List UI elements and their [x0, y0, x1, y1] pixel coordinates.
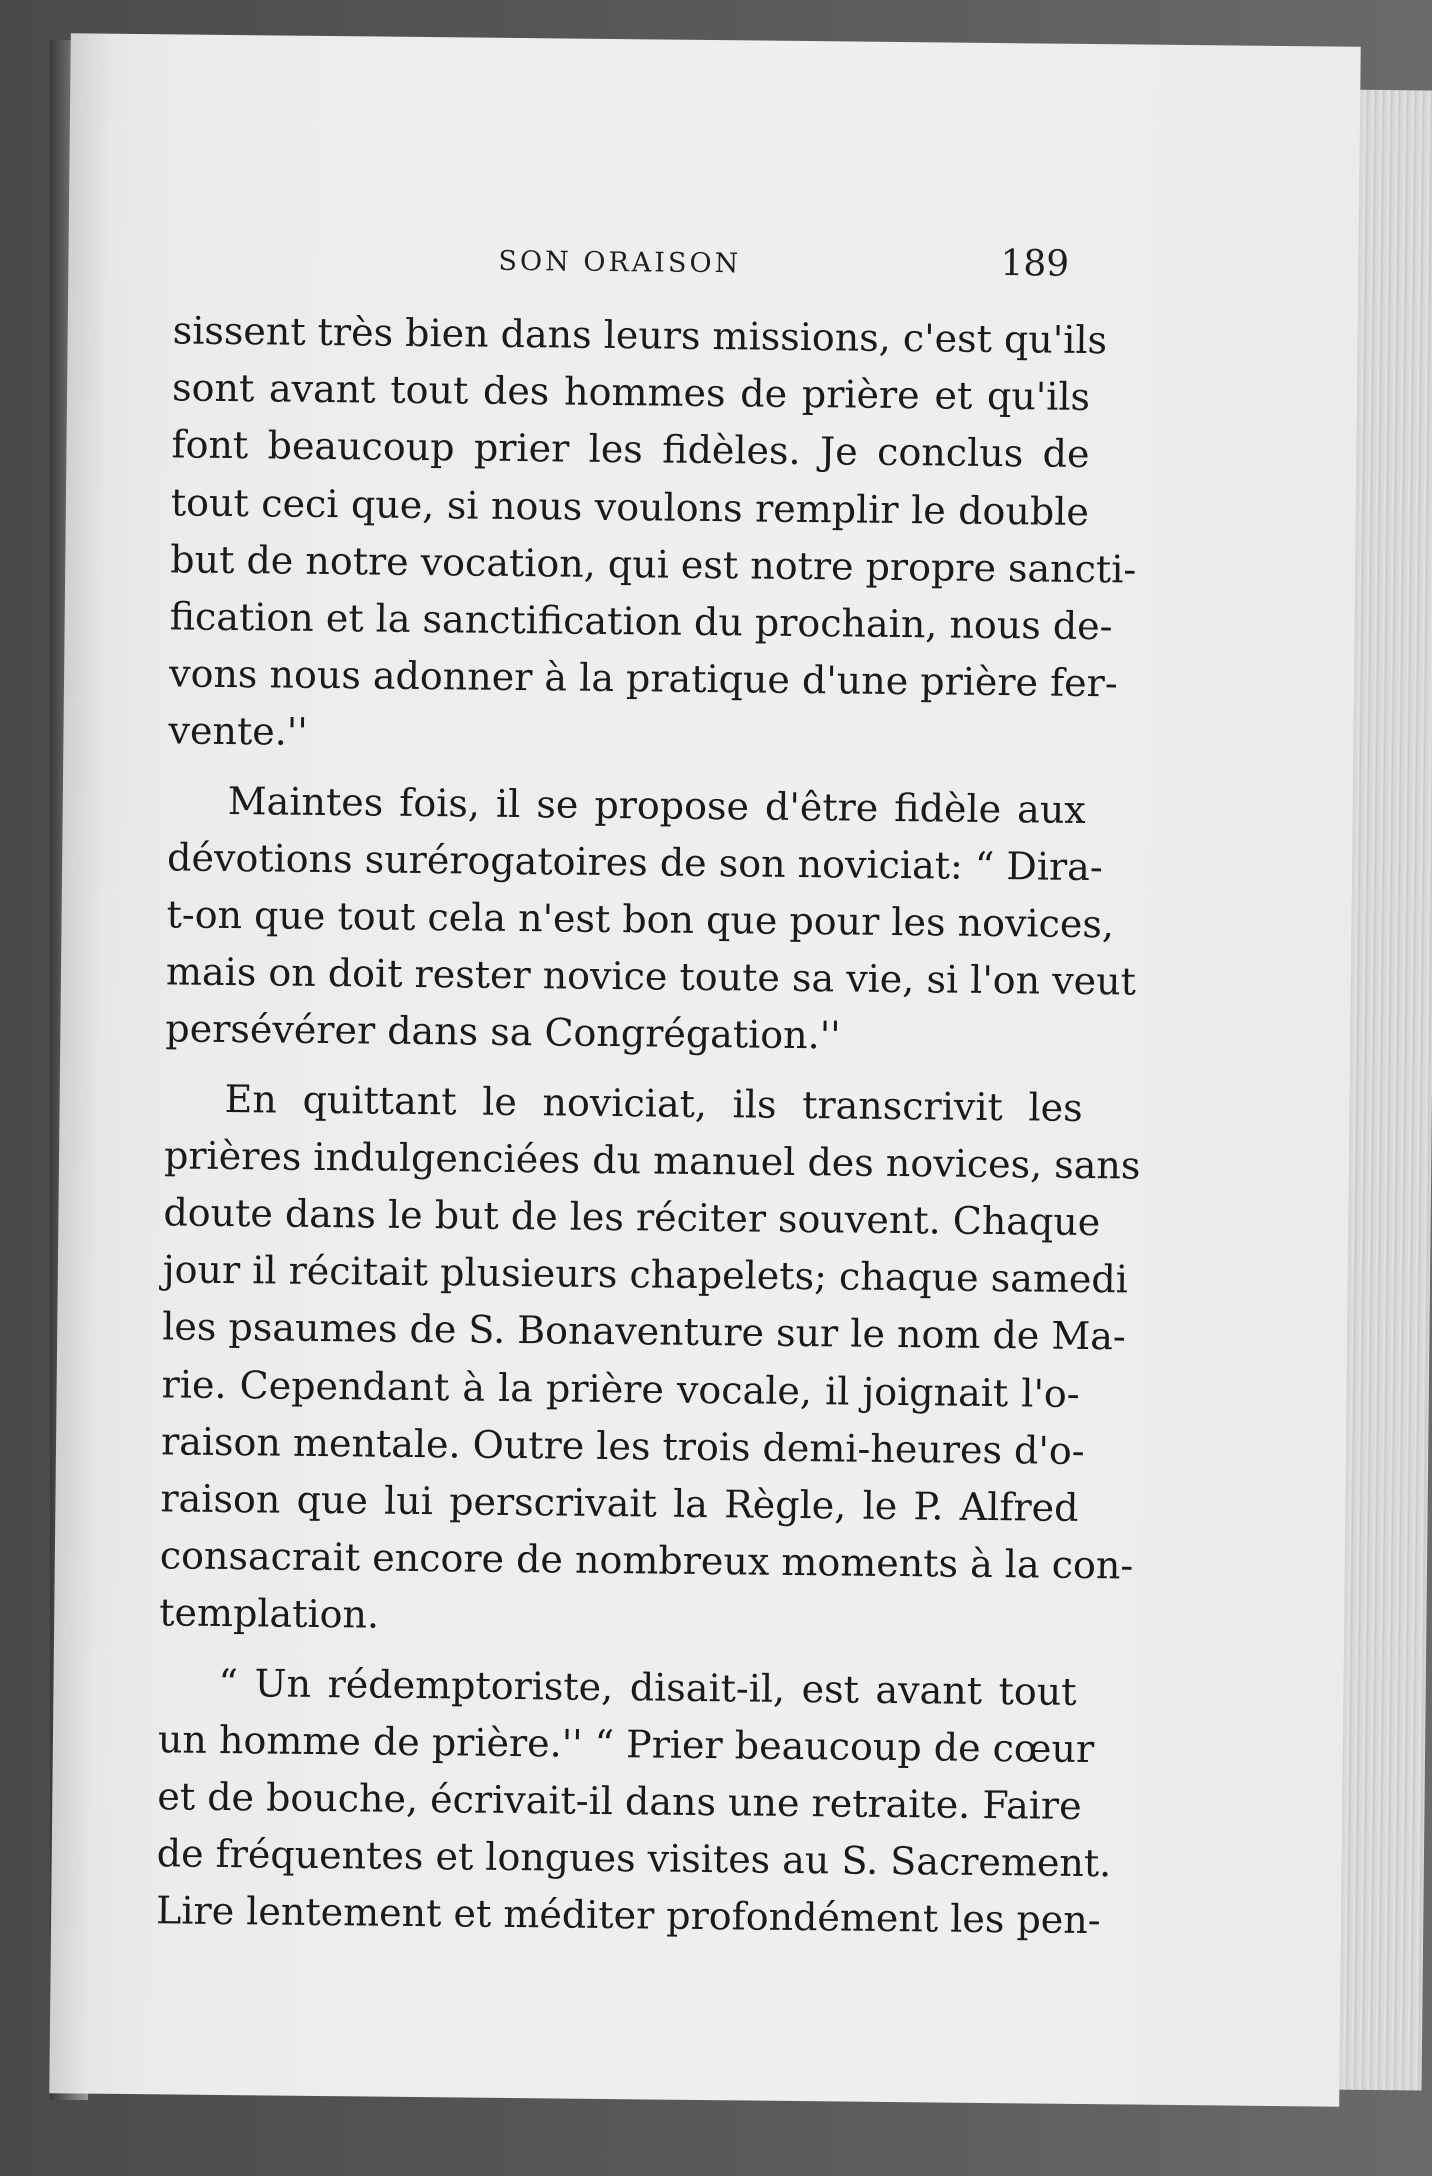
- text-line: mais on doit rester novice toute sa vie, si l'on veut: [165, 949, 1137, 1004]
- text-line: Maintes fois, il se propose d'être fidèle aux: [227, 778, 1086, 832]
- text-line: raison que lui perscrivait la Règle, le P. Alfred: [160, 1476, 1079, 1530]
- text-line: de fréquentes et longues visites au S. Sacrement.: [156, 1831, 1112, 1886]
- text-line: sont avant tout des hommes de prière et qu'ils: [171, 365, 1091, 420]
- text-line: tout ceci que, si nous voulons remplir le double: [170, 479, 1090, 534]
- text-line: et de bouche, écrivait-il dans une retraite. Faire: [157, 1774, 1082, 1829]
- text-line: En quittant le noviciat, ils transcrivit les: [224, 1076, 1083, 1130]
- text-line: un homme de prière.'' “ Prier beaucoup de cœur: [157, 1717, 1095, 1771]
- text-line: raison mentale. Outre les trois demi-heures d'o-: [160, 1419, 1085, 1473]
- body-text: [155, 302, 1141, 1961]
- text-line: prières indulgenciées du manuel des novices, sans: [163, 1133, 1141, 1188]
- book-page: [49, 33, 1361, 2106]
- text-line: rie. Cependant à la prière vocale, il joignait l'o-: [161, 1361, 1080, 1416]
- text-line: templation.: [159, 1590, 380, 1638]
- text-line: but de notre vocation, qui est notre propre sancti-: [170, 537, 1137, 592]
- text-line: jour il récitait plusieurs chapelets; chaque samedi: [162, 1247, 1129, 1302]
- paragraph-3: [159, 1070, 1141, 1652]
- text-line: sissent très bien dans leurs missions, c'est qu'ils: [172, 308, 1108, 363]
- text-line: consacrait encore de nombreux moments à la con-: [159, 1533, 1134, 1588]
- paragraph-1: [168, 302, 1137, 769]
- paragraph-4: [155, 1654, 1112, 1950]
- text-line: persévérer dans sa Congrégation.'': [165, 1006, 841, 1058]
- running-head: [68, 241, 1358, 295]
- text-line: font beaucoup prier les fidèles. Je conclus de: [171, 422, 1090, 477]
- text-line: dévotions surérogatoires de son noviciat: “ Dira-: [166, 835, 1103, 889]
- text-line: vente.'': [168, 708, 308, 755]
- text-line: “ Un rédemptoriste, disait-il, est avant tout: [218, 1660, 1077, 1714]
- page-number: 189: [1000, 243, 1070, 285]
- section-title: SON ORAISON: [498, 245, 742, 280]
- text-line: doute dans le but de les réciter souvent. Chaque: [163, 1190, 1101, 1245]
- text-line: fication et la sanctification du prochain, nous de-: [169, 594, 1113, 649]
- text-line: les psaumes de S. Bonaventure sur le nom de Ma-: [162, 1304, 1127, 1359]
- text-line: vons nous adonner à la pratique d'une prière fer-: [168, 651, 1118, 706]
- text-line: Lire lentement et méditer profondément les pen-: [155, 1888, 1101, 1943]
- text-line: t-on que tout cela n'est bon que pour les novices,: [166, 892, 1115, 947]
- paragraph-2: [165, 772, 1137, 1068]
